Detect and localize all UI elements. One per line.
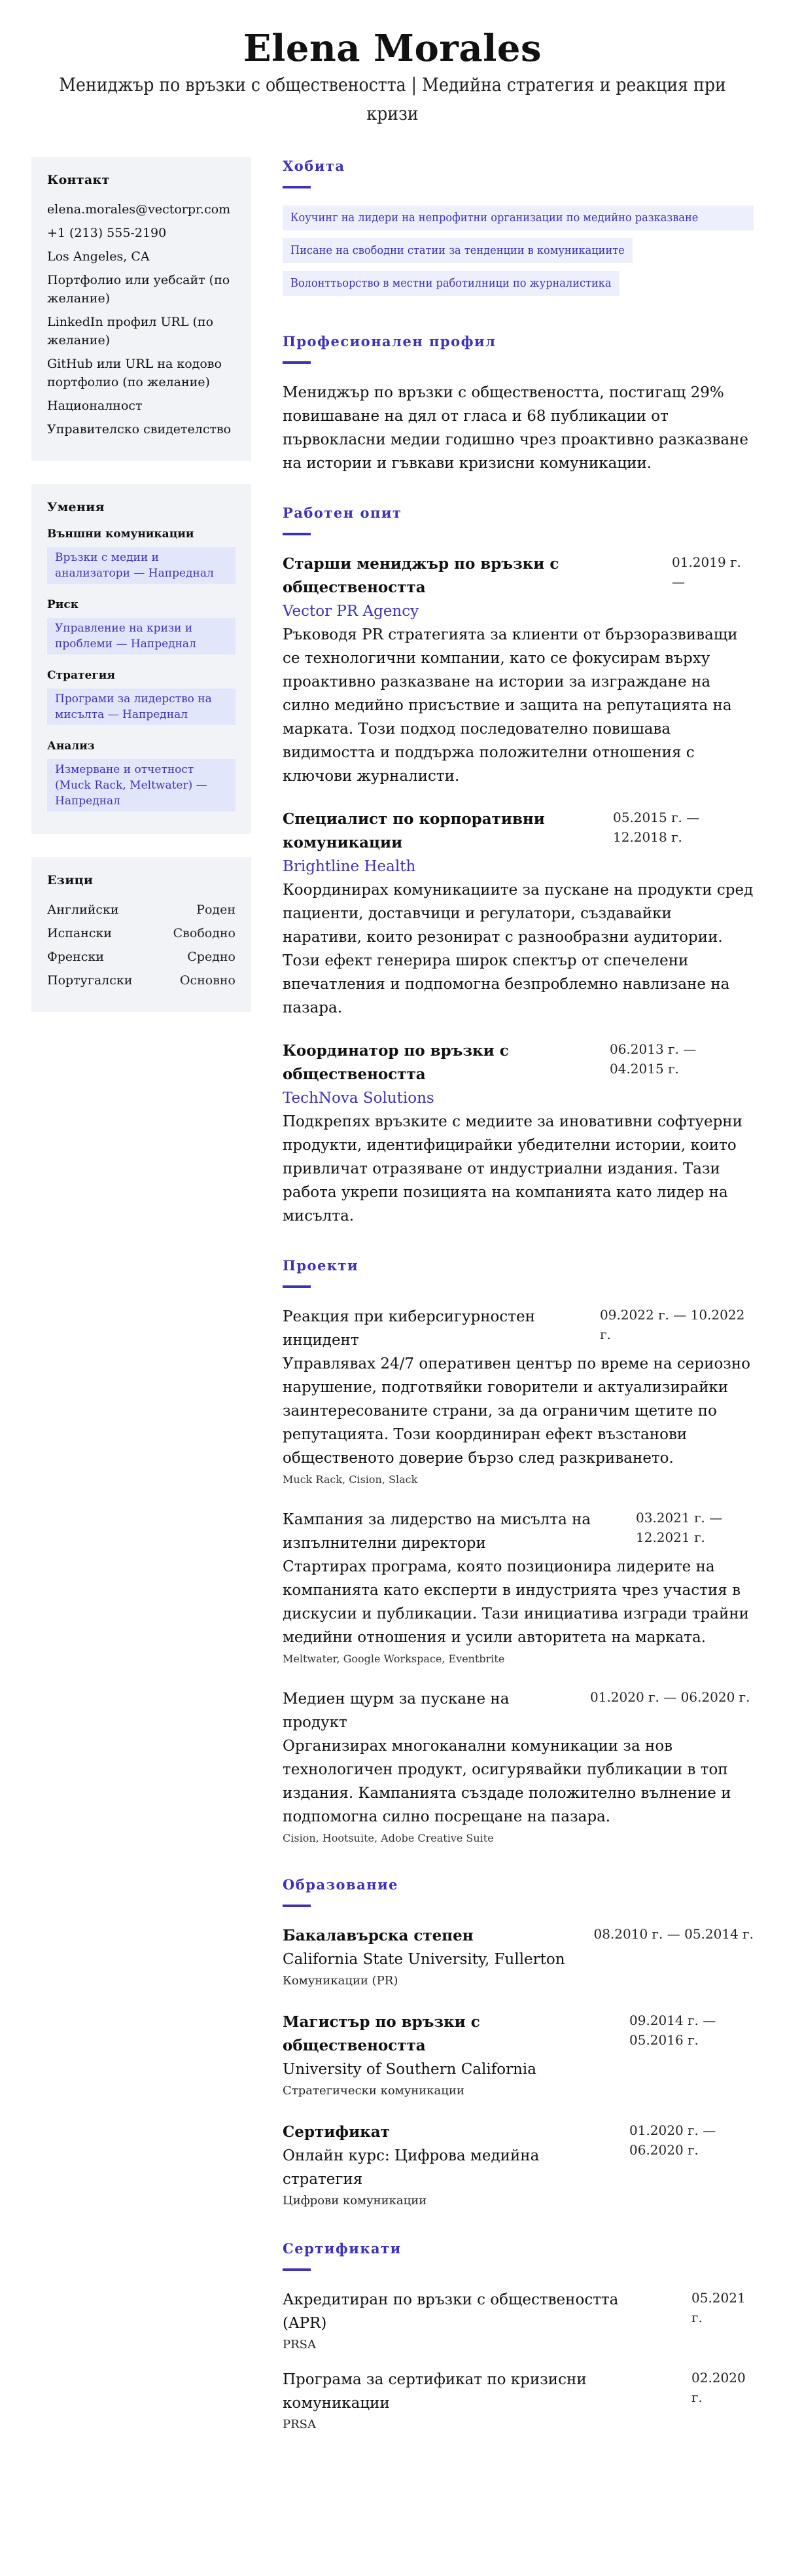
project-name: Реакция при киберсигурностен инцидент bbox=[283, 1308, 535, 1349]
job-dates: 05.2015 г. — 12.2018 г. bbox=[613, 810, 700, 845]
education-dates: 09.2014 г. — 05.2016 г. bbox=[629, 2012, 716, 2048]
language-name: Португалски bbox=[47, 973, 133, 988]
section-divider bbox=[283, 533, 311, 535]
education-entry bbox=[283, 2120, 754, 2211]
certification-issuer: PRSA bbox=[283, 2418, 316, 2431]
skill-tag: Програми за лидерство на мисълта — Напреднал bbox=[47, 689, 236, 725]
projects-section bbox=[283, 1257, 754, 1847]
skill-category: Стратегия bbox=[47, 669, 115, 682]
job-dates: 01.2019 г. — bbox=[672, 554, 741, 590]
job-title: Специалист по корпоративни комуникации bbox=[283, 810, 545, 851]
education-entry bbox=[283, 1924, 754, 1991]
section-divider bbox=[283, 2268, 311, 2271]
section-divider bbox=[283, 1285, 311, 1288]
project-tools: Cision, Hootsuite, Adobe Creative Suite bbox=[283, 1832, 494, 1844]
institution: University of Southern California bbox=[283, 2061, 536, 2078]
project-name: Медиен щурм за пускане на продукт bbox=[283, 1690, 510, 1731]
language-row bbox=[47, 901, 236, 919]
contact-github[interactable]: GitHub или URL на кодово портфолио (по желание) bbox=[47, 357, 222, 389]
contact-title: Контакт bbox=[47, 173, 110, 187]
job-title: Старши мениджър по връзки с обществеността bbox=[283, 555, 559, 596]
project-tools: Muck Rack, Cision, Slack bbox=[283, 1473, 418, 1486]
education-dates: 01.2020 г. — 06.2020 г. bbox=[629, 2122, 716, 2158]
hobby-tag: Писане на свободни статии за тенденции в комуникациите bbox=[283, 238, 633, 263]
certification-entry bbox=[283, 2368, 754, 2435]
project-description: Стартирах програма, която позиционира лидерите на компанията като експерти в индустрията чрез участия в дискусии и публикации. Тази инициатива изгради трайни медийни отношения и усили авторитета на марката. bbox=[283, 1558, 749, 1646]
section-divider bbox=[283, 361, 311, 364]
language-level: Свободно bbox=[173, 926, 236, 940]
certification-date: 02.2020 г. bbox=[691, 2370, 746, 2405]
contact-card bbox=[31, 157, 251, 461]
project-name: Кампания за лидерство на мисълта на изпълнителни директори bbox=[283, 1511, 591, 1552]
education-section bbox=[283, 1876, 754, 2211]
company-name: Brightline Health bbox=[283, 858, 416, 875]
skill-category: Анализ bbox=[47, 740, 95, 753]
contact-portfolio[interactable]: Портфолио или уебсайт (по желание) bbox=[47, 273, 230, 306]
company-name: TechNova Solutions bbox=[283, 1090, 434, 1107]
field-of-study: Комуникации (PR) bbox=[283, 1974, 398, 1988]
field-of-study: Стратегически комуникации bbox=[283, 2084, 464, 2098]
job-dates: 06.2013 г. — 04.2015 г. bbox=[610, 1041, 697, 1077]
language-row bbox=[47, 971, 236, 990]
skills-card bbox=[31, 484, 251, 834]
certification-entry bbox=[283, 2288, 754, 2355]
certification-date: 05.2021 г. bbox=[691, 2290, 746, 2325]
job-description: Координирах комуникациите за пускане на продукти сред пациенти, доставчици и регулатори, създавайки наративи, които резонират с разнообразни аудитории. Този ефект генерира широк спектър от спечелени впечатления и подпомогна безпроблемно навлизане на пазара. bbox=[283, 882, 754, 1016]
languages-title: Езици bbox=[47, 873, 94, 887]
certification-issuer: PRSA bbox=[283, 2338, 316, 2352]
language-row bbox=[47, 948, 236, 966]
profile-section bbox=[283, 332, 754, 475]
contact-location: Los Angeles, CA bbox=[47, 249, 150, 264]
certification-name: Акредитиран по връзки с обществеността (APR) bbox=[283, 2291, 619, 2332]
languages-card bbox=[31, 857, 251, 1012]
contact-linkedin[interactable]: LinkedIn профил URL (по желание) bbox=[47, 315, 214, 348]
project-dates: 01.2020 г. — 06.2020 г. bbox=[590, 1689, 750, 1705]
hobbies-section bbox=[283, 157, 754, 304]
institution: Онлайн курс: Цифрова медийна стратегия bbox=[283, 2147, 540, 2188]
certifications-section bbox=[283, 2240, 754, 2435]
contact-phone[interactable]: +1 (213) 555-2190 bbox=[47, 226, 167, 240]
language-level: Основно bbox=[179, 973, 236, 988]
two-column-layout bbox=[31, 157, 754, 2463]
candidate-name: Elena Morales bbox=[243, 27, 542, 70]
section-title: Проекти bbox=[283, 1257, 359, 1274]
company-name: Vector PR Agency bbox=[283, 603, 419, 620]
project-entry bbox=[283, 1687, 754, 1847]
section-title: Работен опит bbox=[283, 505, 402, 521]
contact-email[interactable]: elena.morales@vectorpr.com bbox=[47, 202, 231, 217]
experience-entry bbox=[283, 552, 754, 788]
hobby-tag: Волонттьорство в местни работилници по журналистика bbox=[283, 271, 619, 296]
hobby-tag: Коучинг на лидери на непрофитни организации по медийно разказване bbox=[283, 206, 754, 230]
section-divider bbox=[283, 1905, 311, 1907]
degree: Бакалавърска степен bbox=[283, 1927, 474, 1944]
section-title: Сертификати bbox=[283, 2240, 402, 2257]
skill-tag: Измерване и отчетност (Muck Rack, Meltwater) — Напреднал bbox=[47, 759, 236, 812]
institution: California State University, Fullerton bbox=[283, 1951, 565, 1968]
language-level: Роден bbox=[196, 903, 236, 917]
sidebar bbox=[31, 157, 251, 1035]
project-entry bbox=[283, 1508, 754, 1668]
language-name: Испански bbox=[47, 926, 113, 940]
degree: Сертификат bbox=[283, 2123, 390, 2141]
section-title: Образование bbox=[283, 1876, 399, 1893]
section-divider bbox=[283, 186, 311, 188]
certification-name: Програма за сертификат по кризисни комуникации bbox=[283, 2371, 587, 2412]
section-title: Хобита bbox=[283, 158, 345, 174]
field-of-study: Цифрови комуникации bbox=[283, 2194, 427, 2208]
language-name: Френски bbox=[47, 950, 105, 964]
project-entry bbox=[283, 1305, 754, 1488]
project-description: Управлявах 24/7 оперативен център по време на сериозно нарушение, подготвяйки говорители и актуализирайки заинтересованите страни, за да ограничим щетите по репутацията. Този координиран ефект възстанови общественото доверие бързо след разкриването. bbox=[283, 1355, 751, 1467]
experience-entry bbox=[283, 808, 754, 1020]
degree: Магистър по връзки с обществеността bbox=[283, 2013, 480, 2054]
resume-header bbox=[31, 26, 754, 128]
experience-section bbox=[283, 504, 754, 1228]
project-dates: 03.2021 г. — 12.2021 г. bbox=[636, 1510, 723, 1545]
project-tools: Meltwater, Google Workspace, Eventbrite bbox=[283, 1653, 505, 1665]
contact-nationality: Националност bbox=[47, 399, 143, 413]
profile-summary: Мениджър по връзки с обществеността, постигащ 29% повишаване на дял от гласа и 68 публикации от първокласни медии годишно чрез проактивно разказване на истории и гъвкави кризисни комуникации. bbox=[283, 384, 749, 472]
candidate-headline: Мениджър по връзки с обществеността | Медийна стратегия и реакция при кризи bbox=[59, 74, 726, 124]
language-row bbox=[47, 924, 236, 942]
education-entry bbox=[283, 2011, 754, 2101]
language-name: Английски bbox=[47, 903, 119, 917]
main-content bbox=[283, 157, 754, 2463]
job-description: Подкрепях връзките с медиите за иновативни софтуерни продукти, идентифицирайки убедителни истории, които привличат отразяване от индустриални издания. Тази работа укрепи позицията на компанията като лидер на мисълта. bbox=[283, 1113, 742, 1225]
job-title: Координатор по връзки с обществеността bbox=[283, 1042, 509, 1083]
project-description: Организирах многоканални комуникации за нов технологичен продукт, осигурявайки публикации в топ издания. Кампанията създаде положително вълнение и подпомогна силно посрещане на пазара. bbox=[283, 1738, 731, 1825]
hobby-list bbox=[283, 206, 754, 304]
section-title: Професионален профил bbox=[283, 333, 497, 349]
project-dates: 09.2022 г. — 10.2022 г. bbox=[600, 1307, 745, 1342]
job-description: Ръководя PR стратегията за клиенти от бързоразвиващи се технологични компании, като се фокусирам върху проактивно разказване на истории за изграждане на силно медийно присъствие и защита на репутацията на марката. Този подход последователно повишава видимостта и поддържа положителни отношения с ключови журналисти. bbox=[283, 626, 738, 785]
education-dates: 08.2010 г. — 05.2014 г. bbox=[593, 1926, 754, 1942]
experience-entry bbox=[283, 1039, 754, 1228]
skills-title: Умения bbox=[47, 500, 105, 514]
skill-category: Риск bbox=[47, 598, 79, 611]
skill-tag: Управление на кризи и проблеми — Напреднал bbox=[47, 618, 236, 654]
skill-category: Външни комуникации bbox=[47, 528, 194, 541]
language-level: Средно bbox=[187, 950, 236, 964]
skill-tag: Връзки с медии и анализатори — Напреднал bbox=[47, 547, 236, 584]
contact-license: Управителско свидетелство bbox=[47, 422, 232, 437]
